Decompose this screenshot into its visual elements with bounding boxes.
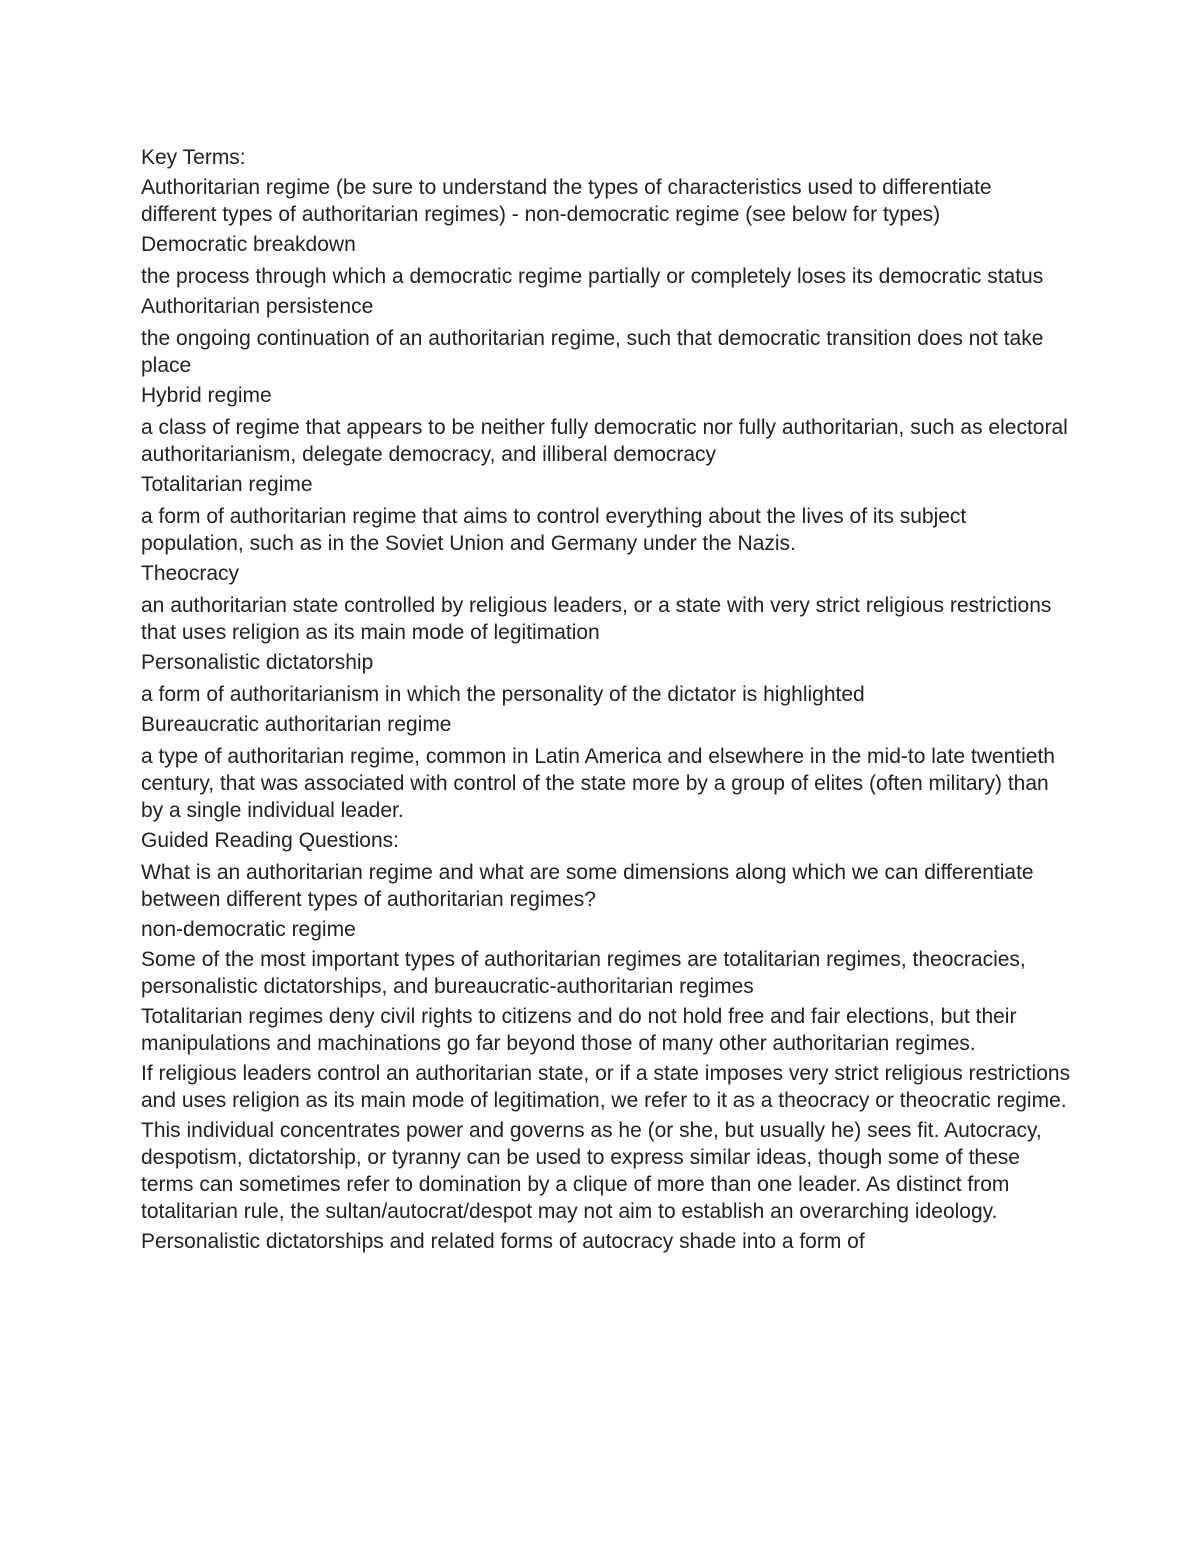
key-terms-heading: Key Terms: (141, 146, 246, 169)
term-bureaucratic-authoritarian-regime: Bureaucratic authoritarian regime (141, 713, 452, 736)
answer-paragraph: This individual concentrates power and governs as he (or she, but usually he) sees fit. Autocracy, despotism, dictatorship, or tyranny can be used to express similar ideas, though some of these terms can sometimes refer to domination by a clique of more than one leader. As distinct from totalitarian rule, the sultan/autocrat/despot may not aim to establish an overarching ideology. (141, 1119, 1042, 1223)
definition-bureaucratic-authoritarian-regime: a type of authoritarian regime, common in Latin America and elsewhere in the mid-to late twentieth century, that was associated with control of the state more by a group of elites (often military) than by a single individual leader. (141, 745, 1055, 822)
term-democratic-breakdown: Democratic breakdown (141, 233, 356, 256)
term-personalistic-dictatorship: Personalistic dictatorship (141, 651, 374, 674)
definition-authoritarian-persistence: the ongoing continuation of an authoritarian regime, such that democratic transition does not take place (141, 327, 1044, 377)
answer-paragraph: non-democratic regime (141, 918, 356, 941)
definition-hybrid-regime: a class of regime that appears to be neither fully democratic nor fully authoritarian, such as electoral authoritarianism, delegate democracy, and illiberal democracy (141, 416, 1068, 466)
answer-paragraph: If religious leaders control an authoritarian state, or if a state imposes very strict religious restrictions and uses religion as its main mode of legitimation, we refer to it as a theocracy or theocratic regime. (141, 1062, 1071, 1112)
definition-personalistic-dictatorship: a form of authoritarianism in which the personality of the dictator is highlighted (141, 683, 865, 706)
term-totalitarian-regime: Totalitarian regime (141, 473, 313, 496)
answer-paragraph: Some of the most important types of authoritarian regimes are totalitarian regimes, theocracies, personalistic dictatorships, and bureaucratic-authoritarian regimes (141, 948, 1026, 998)
questions-heading: Guided Reading Questions: (141, 829, 399, 852)
definition-totalitarian-regime: a form of authoritarian regime that aims to control everything about the lives of its subject population, such as in the Soviet Union and Germany under the Nazis. (141, 505, 967, 555)
definition-theocracy: an authoritarian state controlled by religious leaders, or a state with very strict religious restrictions that uses religion as its main mode of legitimation (141, 594, 1052, 644)
document-page (141, 144, 1071, 1258)
term-authoritarian-persistence: Authoritarian persistence (141, 295, 374, 318)
question-text: What is an authoritarian regime and what are some dimensions along which we can differentiate between different types of authoritarian regimes? (141, 861, 1034, 911)
intro-term: Authoritarian regime (be sure to understand the types of characteristics used to differentiate different types of authoritarian regimes) - non-democratic regime (see below for types) (141, 176, 992, 226)
term-hybrid-regime: Hybrid regime (141, 384, 272, 407)
answer-paragraph: Personalistic dictatorships and related forms of autocracy shade into a form of (141, 1230, 865, 1253)
definition-democratic-breakdown: the process through which a democratic regime partially or completely loses its democratic status (141, 265, 1044, 288)
answer-paragraph: Totalitarian regimes deny civil rights to citizens and do not hold free and fair elections, but their manipulations and machinations go far beyond those of many other authoritarian regimes. (141, 1005, 1017, 1055)
term-theocracy: Theocracy (141, 562, 240, 585)
